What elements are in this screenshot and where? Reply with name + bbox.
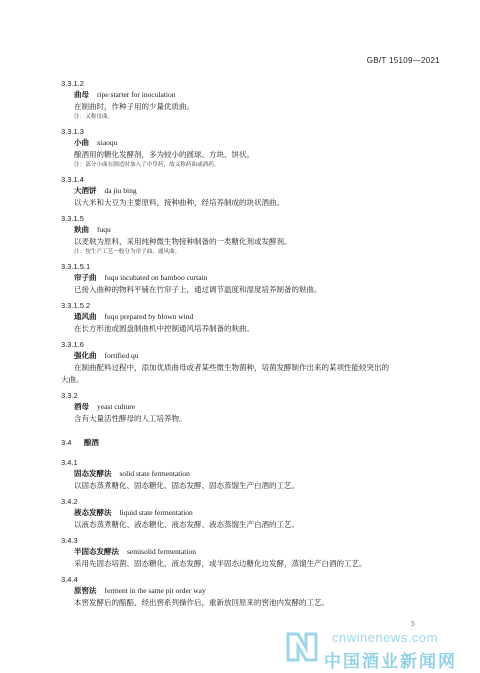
term-english: ferment in the same pit order way — [104, 586, 206, 595]
term-line — [74, 185, 441, 197]
definition: 采用先固态培菌、固态糖化、液态发酵，或半固态边糖化边发酵，蒸馏生产白酒的工艺。 — [74, 559, 367, 568]
term-english: liquid state fermentation — [119, 508, 193, 517]
term-english: da jiu bing — [104, 186, 137, 195]
definition: 已接入曲种的物料平铺在竹帘子上，通过调节温度和湿度培养制备的麸曲。 — [74, 285, 322, 294]
watermark-title: 中国酒业新闻网 — [324, 652, 457, 672]
definition: 在制曲配料过程中，添加优质曲母或者某些微生物菌种，培菌发酵制作出来的某项性能较突出的 — [74, 363, 389, 372]
watermark-url: cnwinenews.com — [332, 630, 438, 645]
section-number: 3.3.2 — [61, 391, 78, 400]
term-chinese: 帘子曲 — [74, 273, 97, 282]
section-number: 3.4.1 — [61, 458, 78, 467]
term-chinese: 酒母 — [74, 402, 89, 411]
term-line — [74, 546, 441, 558]
watermark — [284, 628, 474, 670]
term-chinese: 液态发酵法 — [74, 508, 112, 517]
definition: 本窖发酵后的醅醅，经出窖系列操作后，重新放回原来的窖池内发酵的工艺。 — [74, 598, 329, 607]
term-chinese: 半固态发酵法 — [74, 547, 119, 556]
term-chinese: 强化曲 — [74, 351, 97, 360]
term-english: fortified qu — [104, 351, 139, 360]
term-chinese: 麸曲 — [74, 225, 89, 234]
term-line — [74, 468, 441, 480]
section-number: 3.3.1.5.1 — [61, 262, 91, 271]
chapter-title: 酿酒 — [83, 438, 99, 447]
section-number: 3.4.2 — [61, 497, 78, 506]
term-line — [74, 89, 441, 101]
note: 注：又称母曲。 — [74, 114, 114, 120]
definition: 大曲。 — [61, 375, 84, 384]
term-line — [74, 401, 441, 413]
section-number: 3.3.1.5 — [61, 214, 84, 223]
term-line — [74, 311, 441, 323]
definition: 在长方形池或圆盘制曲机中控制通风培养制备的麸曲。 — [74, 324, 254, 333]
chapter-number: 3.4 — [61, 438, 72, 447]
note: 注：部分小曲在制造时加入了中草药，故又称药曲或酒药。 — [74, 162, 220, 168]
standard-code: GB/T 15109—2021 — [366, 56, 440, 65]
term-english: fuqu — [97, 225, 111, 234]
section-number: 3.3.1.2 — [61, 79, 84, 88]
document-content — [61, 74, 441, 609]
term-english: fuqu incubated on bamboo curtain — [104, 273, 208, 282]
term-line — [74, 350, 441, 362]
section-number: 3.3.1.5.2 — [61, 301, 91, 310]
term-chinese: 小曲 — [74, 138, 89, 147]
term-chinese: 原窖法 — [74, 586, 97, 595]
watermark-logo-icon — [284, 628, 320, 664]
chapter-heading — [61, 437, 441, 449]
term-line — [74, 224, 441, 236]
definition: 以大米和大豆为主要原料，接种曲种，经培养制成的块状酒曲。 — [74, 198, 284, 207]
term-english: ripe starter for inoculation — [97, 90, 176, 99]
section-number: 3.3.1.3 — [61, 127, 84, 136]
section-number: 3.3.1.4 — [61, 175, 84, 184]
term-line — [74, 585, 441, 597]
term-entries — [61, 78, 441, 425]
definition: 酿酒用的糖化发酵剂，多为较小的圆球、方块、饼状。 — [74, 150, 254, 159]
term-chinese: 通风曲 — [74, 312, 97, 321]
definition: 以麦麸为原料，采用纯种微生物接种制备的一类糖化剂或发酵剂。 — [74, 237, 292, 246]
term-line — [74, 137, 441, 149]
note: 注：按生产工艺一般分为帘子曲、通风曲。 — [74, 249, 181, 255]
term-chinese: 固态发酵法 — [74, 469, 112, 478]
page-mark: 5 — [411, 621, 415, 628]
term-english: fuqu prepared by blown wind — [104, 312, 194, 321]
term-line — [74, 272, 441, 284]
term-line — [74, 507, 441, 519]
definition: 含有大量活性酵母的人工培养物。 — [74, 414, 187, 423]
section-number: 3.4.4 — [61, 575, 78, 584]
term-chinese: 曲母 — [74, 90, 89, 99]
section-number: 3.4.3 — [61, 536, 78, 545]
term-chinese: 大酒饼 — [74, 186, 97, 195]
definition: 以液态蒸煮糖化、液态糖化、液态发酵、液态蒸馏生产白酒的工艺。 — [74, 520, 299, 529]
definition: 在制曲时，作种子用的少量优质曲。 — [74, 102, 194, 111]
term-english: yeast culture — [97, 402, 136, 411]
term-english: xiaoqu — [97, 138, 118, 147]
definition: 以固态蒸煮糖化、固态糖化、固态发酵、固态蒸馏生产白酒的工艺。 — [74, 481, 299, 490]
term-english: semisolid fermentation — [127, 547, 196, 556]
section-number: 3.3.1.6 — [61, 340, 84, 349]
term-entries-2 — [61, 457, 441, 609]
term-english: solid state fermentation — [119, 469, 190, 478]
